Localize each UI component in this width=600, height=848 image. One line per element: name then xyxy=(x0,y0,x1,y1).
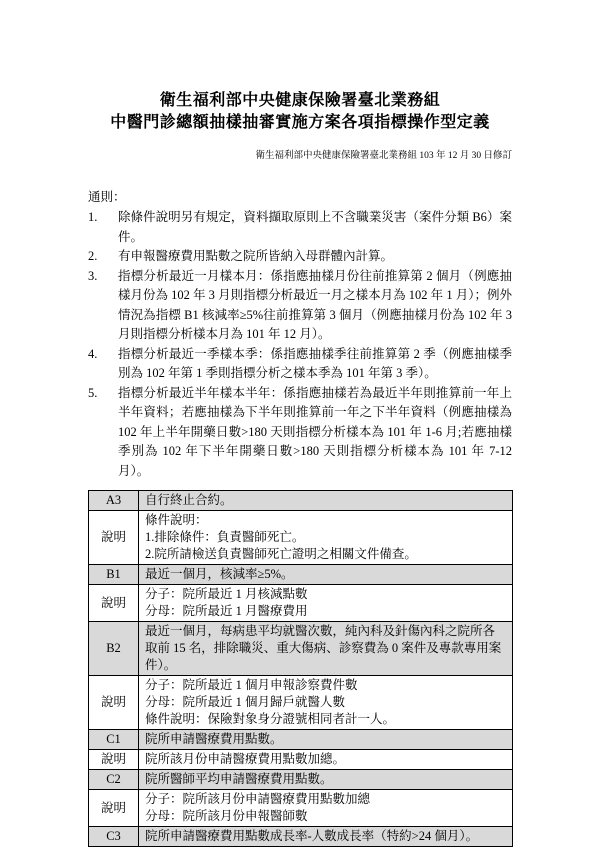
desc-line: 分子：院所該月份申請醫療費用點數加總 xyxy=(145,792,371,806)
table-row-b2 xyxy=(89,622,513,676)
table-row-c1-explanation xyxy=(89,750,513,770)
rule-item xyxy=(88,208,512,247)
indicator-code-cell: C3 xyxy=(89,827,139,847)
indicator-code-cell: C2 xyxy=(89,770,139,790)
desc-line: 最近一個月，核減率≥5%。 xyxy=(145,567,294,581)
rule-text: 有申報醫療費用點數之院所皆納入母群體內計算。 xyxy=(118,249,394,263)
table-row-c1 xyxy=(89,730,513,750)
desc-line: 分子：院所最近 1 月核減點數 xyxy=(145,587,308,601)
doc-title-line1: 衛生福利部中央健康保險署臺北業務組 xyxy=(159,92,441,109)
indicator-definition-table xyxy=(88,490,513,847)
rule-item xyxy=(88,345,512,384)
indicator-code-cell: C1 xyxy=(89,730,139,750)
rule-text: 指標分析最近一月樣本月：係指應抽樣月份往前推算第 2 個月（例應抽樣月份為 102 年 3 月則指標分析最近一月之樣本月為 102 年 1 月）；例外情況為指標 B1 核減率≥5%往前推算第 3 個月（例應抽樣月份為 102 年 3 月則指標分析樣本月為 101 年 12 月）。 xyxy=(118,268,512,341)
rule-text: 指標分析最近半年樣本半年：係指應抽樣若為最近半年則推算前一年上半年資料；若應抽樣為下半年則推算前一年之下半年資料（例應抽樣為 102 年上半年開藥日數>180 天則指標分析樣本為 101 年 1-6 月;若應抽樣季別為 102 年下半年開藥日數>180 天則指標分析樣本為 101 年 7-12 月）。 xyxy=(118,385,512,478)
indicator-code-cell: A3 xyxy=(89,491,139,511)
desc-line: 條件說明：保險對象身分證號相同者計一人。 xyxy=(145,712,396,726)
rule-number: 3. xyxy=(88,268,98,283)
indicator-code-cell: 說明 xyxy=(89,750,139,770)
desc-line: 分母：院所該月份申報醫師數 xyxy=(145,809,308,823)
desc-line: 分母：院所最近 1 月醫療費用 xyxy=(145,604,308,618)
desc-line: 條件說明： xyxy=(145,513,208,527)
indicator-code-cell: 說明 xyxy=(89,676,139,730)
desc-line: 自行終止合約。 xyxy=(145,493,233,507)
table-row-a3-explanation xyxy=(89,511,513,565)
rule-item xyxy=(88,267,512,345)
rule-number: 5. xyxy=(88,385,98,400)
indicator-desc-cell xyxy=(139,730,513,750)
indicator-desc-cell xyxy=(139,770,513,790)
indicator-code-cell: B1 xyxy=(89,565,139,585)
revision-note: 衛生福利部中央健康保險署臺北業務組 103 年 12 月 30 日修訂 xyxy=(255,151,512,161)
rule-number: 4. xyxy=(88,346,98,361)
desc-line: 院所醫師平均申請醫療費用點數。 xyxy=(145,772,333,786)
table-row-c2 xyxy=(89,770,513,790)
desc-line: 院所申請醫療費用點數。 xyxy=(145,732,283,746)
table-row-c3 xyxy=(89,827,513,847)
indicator-code-cell: 說明 xyxy=(89,511,139,565)
indicator-desc-cell xyxy=(139,585,513,622)
desc-line: 2.院所請檢送負責醫師死亡證明之相關文件備查。 xyxy=(145,547,417,561)
desc-line: 最近一個月，每病患平均就醫次數，純內科及針傷內科之院所各取前 15 名，排除職災、重大傷病、診察費為 0 案件及專款專用案件）。 xyxy=(145,624,502,672)
rule-item xyxy=(88,247,512,267)
table-row-a3 xyxy=(89,491,513,511)
rule-number: 2. xyxy=(88,249,98,263)
rule-number: 1. xyxy=(88,210,98,224)
indicator-desc-cell xyxy=(139,676,513,730)
indicator-desc-cell xyxy=(139,750,513,770)
rule-item xyxy=(88,384,512,482)
general-rules-list xyxy=(88,208,512,481)
rule-text: 除條件說明另有規定，資料擷取原則上不含職業災害（案件分類 B6）案件。 xyxy=(118,210,512,244)
desc-line: 院所申請醫療費用點數成長率-人數成長率（特約>24 個月）。 xyxy=(145,829,479,843)
table-row-b1-explanation xyxy=(89,585,513,622)
rule-text: 指標分析最近一季樣本季：係指應抽樣季往前推算第 2 季（例應抽樣季別為 102 年第 1 季則指標分析之樣本季為 101 年第 3 季）。 xyxy=(118,346,512,380)
desc-line: 院所該月份申請醫療費用點數加總。 xyxy=(145,752,346,766)
indicator-code-cell: B2 xyxy=(89,622,139,676)
desc-line: 分子：院所最近 1 個月申報診察費件數 xyxy=(145,678,358,692)
desc-line: 分母：院所最近 1 個月歸戶就醫人數 xyxy=(145,695,346,709)
indicator-code-cell: 說明 xyxy=(89,790,139,827)
indicator-code-cell: 說明 xyxy=(89,585,139,622)
indicator-desc-cell xyxy=(139,790,513,827)
indicator-desc-cell xyxy=(139,565,513,585)
doc-title-line2: 中醫門診總額抽樣抽審實施方案各項指標操作型定義 xyxy=(110,114,490,131)
indicator-desc-cell xyxy=(139,622,513,676)
table-row-b2-explanation xyxy=(89,676,513,730)
general-rules-heading: 通則： xyxy=(88,190,126,204)
indicator-desc-cell xyxy=(139,827,513,847)
indicator-desc-cell xyxy=(139,491,513,511)
table-row-c2-explanation xyxy=(89,790,513,827)
indicator-desc-cell xyxy=(139,511,513,565)
desc-line: 1.排除條件：負責醫師死亡。 xyxy=(145,530,305,544)
table-row-b1 xyxy=(89,565,513,585)
